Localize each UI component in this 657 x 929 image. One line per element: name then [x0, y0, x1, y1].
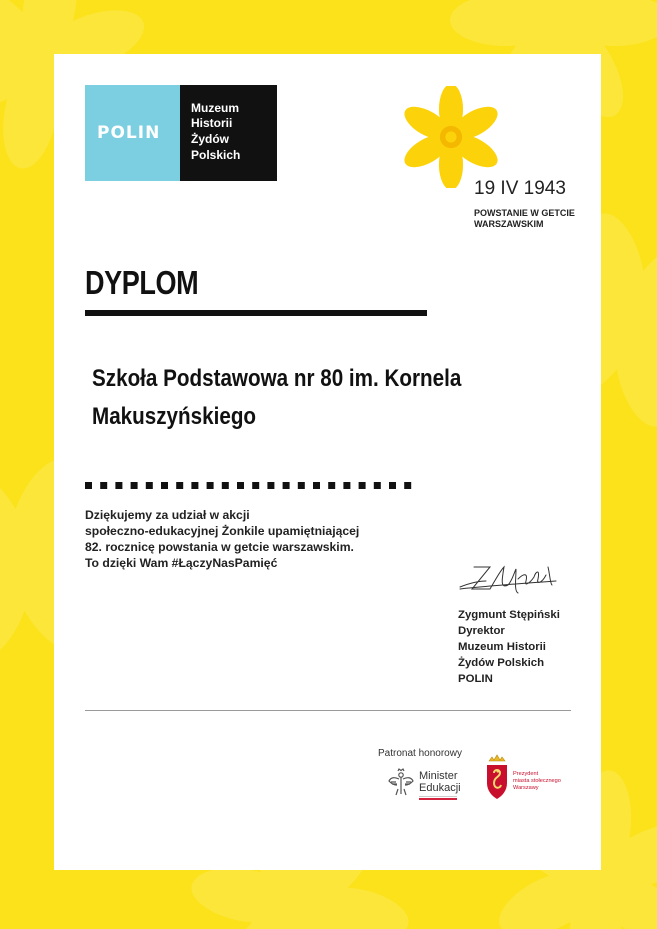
handwritten-signature [456, 559, 566, 595]
thanks-line-2: społeczno-edukacyjnej Żonkile upamiętniającej [85, 524, 360, 538]
minister-line-1: Minister [419, 770, 458, 782]
thanks-message [85, 507, 465, 571]
signer-line-4: Żydów Polskich [458, 657, 545, 669]
commemoration-date: 19 IV 1943 [474, 178, 566, 199]
president-label [513, 771, 561, 792]
logo-line-3: Żydów [191, 132, 229, 146]
thanks-line-3: 82. rocznicę powstania w getcie warszawskim. [85, 540, 354, 554]
signer-line-3: Muzeum Historii [458, 641, 546, 653]
minister-label [419, 770, 461, 794]
title-underline [85, 310, 427, 316]
president-line-1: Prezydent [513, 771, 539, 777]
signer-block [458, 607, 560, 687]
commemoration-subtitle [474, 208, 584, 230]
daffodil-icon [404, 86, 498, 188]
dotted-separator [85, 482, 421, 489]
thanks-line-4: To dzięki Wam #ŁączyNasPamięć [85, 556, 278, 570]
patronage-label: Patronat honorowy [378, 748, 462, 759]
commemoration-line-1: POWSTANIE W GETCIE [474, 208, 575, 218]
president-line-2: miasta stołecznego [513, 778, 561, 784]
diploma-title: DYPLOM [85, 264, 199, 301]
logo-blue-panel [85, 85, 180, 181]
recipient-name: Szkoła Podstawowa nr 80 im. Kornela Makuszyńskiego [92, 365, 462, 430]
minister-line-2: Edukacji [419, 782, 461, 794]
logo-line-4: Polskich [191, 148, 241, 162]
polish-eagle-icon [387, 767, 415, 799]
commemoration-line-2: WARSZAWSKIM [474, 219, 544, 229]
thanks-line-1: Dziękujemy za udział w akcji [85, 508, 250, 522]
diploma-card [54, 54, 601, 870]
minister-flag-bar [419, 796, 457, 799]
logo-polin-mark: POLIN [97, 123, 161, 143]
president-line-3: Warszawy [513, 785, 539, 791]
logo-line-1: Muzeum [191, 101, 239, 115]
logo-black-panel [180, 85, 277, 181]
signer-line-5: POLIN [458, 673, 493, 685]
polin-museum-logo [85, 85, 277, 181]
footer-divider [85, 710, 571, 711]
warsaw-crest-icon [484, 751, 510, 801]
logo-line-2: Historii [191, 116, 233, 130]
signer-line-2: Dyrektor [458, 625, 505, 637]
signer-line-1: Zygmunt Stępiński [458, 609, 560, 621]
